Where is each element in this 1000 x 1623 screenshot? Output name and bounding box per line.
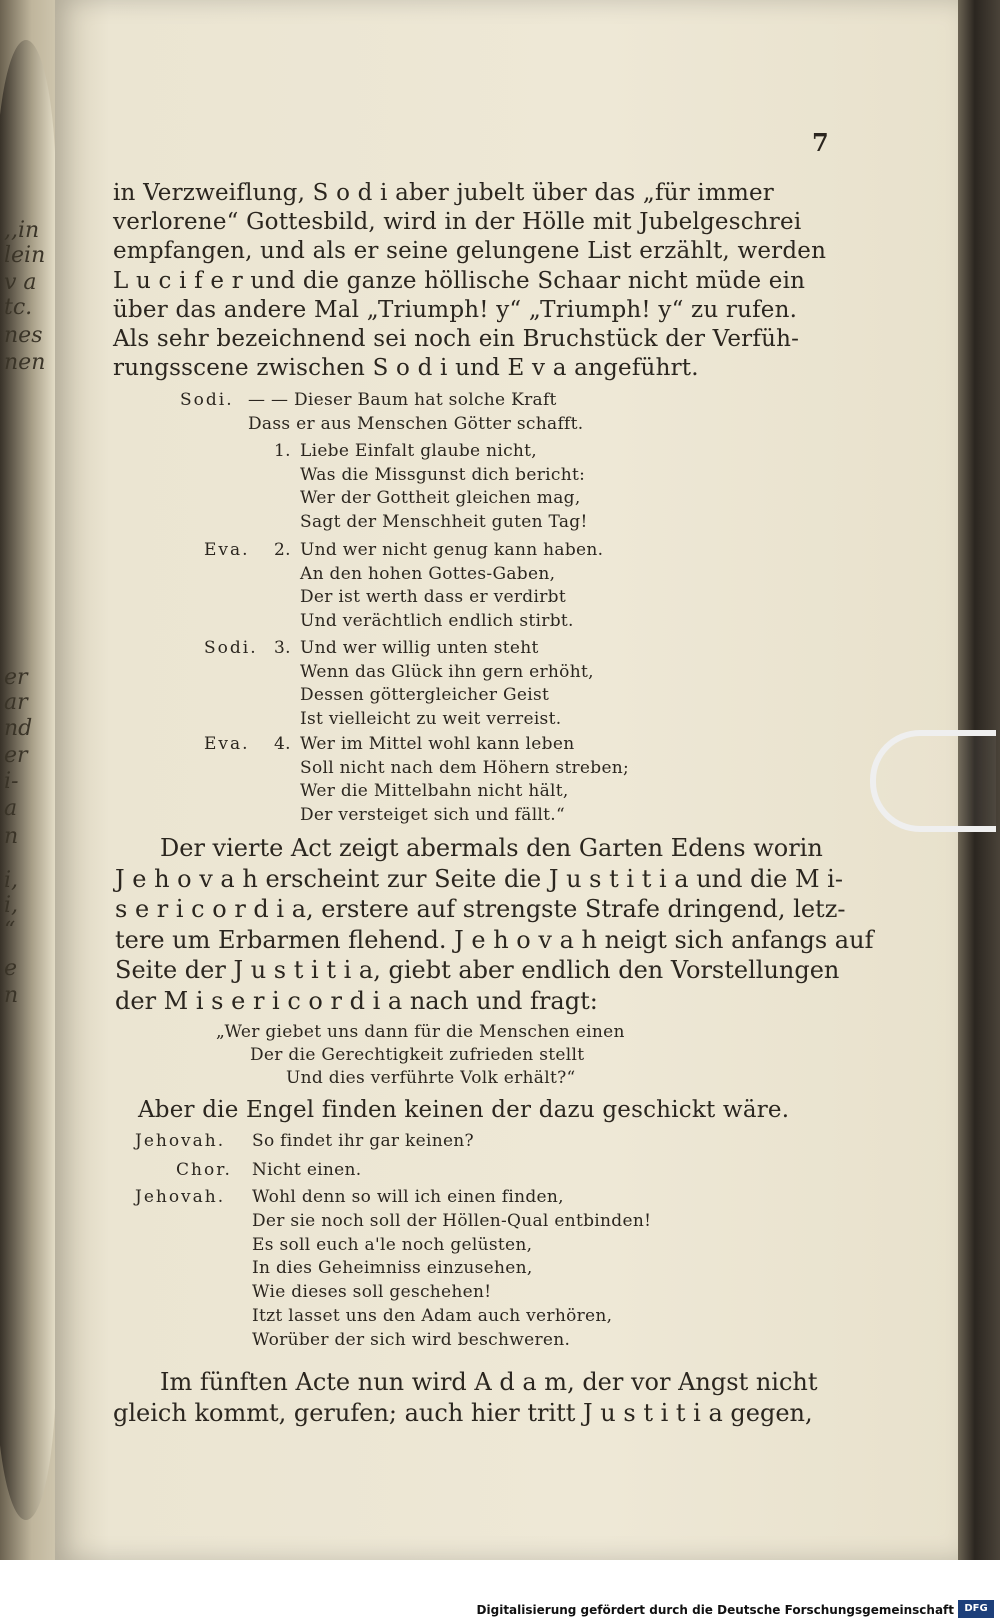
- facing-page-fragment: i,: [4, 868, 19, 893]
- paragraph-line: s e r i c o r d i a, erstere auf strengste Strafe dringend, letz-: [115, 895, 846, 923]
- verse-line: Und wer willig unten steht: [300, 638, 539, 658]
- quote-line: Und dies verführte Volk erhält?“: [286, 1068, 576, 1088]
- verse-line: Der sie noch soll der Höllen-Qual entbinden!: [252, 1210, 652, 1231]
- verse-line: Itzt lasset uns den Adam auch verhören,: [252, 1306, 613, 1326]
- verse-line: Liebe Einfalt glaube nicht,: [300, 441, 537, 461]
- verse-line: Es soll euch a'le noch gelüsten,: [252, 1234, 533, 1255]
- paragraph-line: rungsscene zwischen S o d i und E v a angeführt.: [113, 355, 699, 382]
- verse-line: Sagt der Menschheit guten Tag!: [300, 511, 588, 532]
- verse-line: Wie dieses soll geschehen!: [252, 1282, 492, 1303]
- speaker-label: Eva.: [204, 540, 250, 560]
- paragraph-line: tere um Erbarmen flehend. J e h o v a h neigt sich anfangs auf: [115, 925, 874, 954]
- paragraph-line: Im fünften Acte nun wird A d a m, der vor Angst nicht: [160, 1368, 818, 1396]
- verse-line: Und wer nicht genug kann haben.: [300, 540, 604, 560]
- verse-line: Ist vielleicht zu weit verreist.: [300, 708, 562, 729]
- facing-page-fragment: a: [4, 796, 18, 821]
- verse-line: Nicht einen.: [252, 1160, 362, 1180]
- paragraph-line: der M i s e r i c o r d i a nach und fragt:: [115, 986, 598, 1015]
- paragraph-line: empfangen, und als er seine gelungene List erzählt, werden: [113, 238, 827, 265]
- paragraph-line: über das andere Mal „Triumph! y“ „Triumph! y“ zu rufen.: [113, 296, 798, 323]
- verse-line: Wer die Mittelbahn nicht hält,: [300, 781, 569, 801]
- facing-page-fragment: ,,in: [4, 218, 40, 243]
- paragraph-line: Als sehr bezeichnend sei noch ein Bruchstück der Verfüh-: [113, 326, 800, 352]
- stanza-number: 3.: [274, 638, 291, 658]
- verse-line: Wenn das Glück ihn gern erhöht,: [300, 661, 594, 682]
- paragraph-line: L u c i f e r und die ganze höllische Schaar nicht müde ein: [113, 267, 806, 294]
- facing-page-fragment: nd: [4, 716, 33, 741]
- paragraph-line: J e h o v a h erscheint zur Seite die J u s t i t i a und die M i-: [115, 864, 843, 893]
- verse-line: Wer der Gottheit gleichen mag,: [300, 488, 581, 508]
- paragraph-line: Aber die Engel finden keinen der dazu geschickt wäre.: [138, 1097, 790, 1123]
- speaker-label: Jehovah.: [135, 1187, 226, 1207]
- verse-line: So findet ihr gar keinen?: [252, 1131, 474, 1151]
- verse-line: Wer im Mittel wohl kann leben: [300, 734, 575, 754]
- paragraph-line: Der vierte Act zeigt abermals den Garten Edens worin: [160, 834, 823, 862]
- facing-page-fragment: nen: [4, 350, 46, 375]
- verse-line: Und verächtlich endlich stirbt.: [300, 610, 574, 631]
- facing-page-fragment: i-: [4, 769, 19, 794]
- facing-page-fragment: v a: [4, 270, 37, 295]
- verse-line: Worüber der sich wird beschweren.: [252, 1329, 571, 1350]
- facing-page-fragment: nes: [4, 323, 43, 348]
- verse-line: In dies Geheimniss einzusehen,: [252, 1258, 533, 1279]
- facing-page-fragment: er: [4, 743, 28, 768]
- facing-page-fragment: ar: [4, 690, 28, 715]
- facing-page-fragment: “: [4, 918, 16, 943]
- verse-line: Der ist werth dass er verdirbt: [300, 587, 566, 607]
- facing-page-fragment: n: [4, 983, 19, 1008]
- speaker-label: Sodi.: [180, 390, 234, 410]
- facing-page-fragment: er: [4, 665, 28, 690]
- paragraph-line: verlorene“ Gottesbild, wird in der Hölle mit Jubelgeschrei: [113, 209, 802, 236]
- paragraph-line: in Verzweiflung, S o d i aber jubelt über das „für immer: [113, 180, 774, 206]
- paragraph-line: gleich kommt, gerufen; auch hier tritt J u s t i t i a gegen,: [113, 1399, 813, 1427]
- facing-page-fragment: lein: [4, 243, 46, 268]
- verse-line: Der versteiget sich und fällt.“: [300, 804, 565, 825]
- paragraph-line: Seite der J u s t i t i a, giebt aber endlich den Vorstellungen: [115, 956, 840, 984]
- stanza-number: 2.: [274, 540, 291, 560]
- quote-line: „Wer giebet uns dann für die Menschen einen: [216, 1022, 625, 1042]
- verse-line: Was die Missgunst dich bericht:: [300, 464, 586, 485]
- quote-line: Der die Gerechtigkeit zufrieden stellt: [250, 1045, 585, 1065]
- facing-page-fragment: tc.: [4, 295, 33, 320]
- dfg-logo: DFG: [958, 1600, 994, 1618]
- page-clip: [870, 730, 996, 832]
- verse-line: — — Dieser Baum hat solche Kraft: [248, 390, 557, 410]
- facing-page-fragment: e: [4, 956, 18, 981]
- page-number: 7: [812, 128, 829, 157]
- speaker-label: Chor.: [176, 1160, 232, 1180]
- digitization-credit: Digitalisierung gefördert durch die Deutsche Forschungsgemeinschaft: [476, 1603, 954, 1617]
- speaker-label: Jehovah.: [135, 1131, 226, 1151]
- verse-line: Soll nicht nach dem Höhern streben;: [300, 757, 630, 778]
- facing-page-fragment: n: [4, 824, 19, 849]
- speaker-label: Sodi.: [204, 638, 258, 658]
- verse-line: An den hohen Gottes-Gaben,: [300, 563, 556, 584]
- stanza-number: 4.: [274, 734, 291, 754]
- verse-line: Dass er aus Menschen Götter schafft.: [248, 414, 584, 434]
- facing-page-fragment: i,: [4, 893, 19, 918]
- verse-line: Dessen göttergleicher Geist: [300, 685, 550, 705]
- stanza-number: 1.: [274, 441, 291, 461]
- speaker-label: Eva.: [204, 734, 250, 754]
- verse-line: Wohl denn so will ich einen finden,: [252, 1187, 564, 1207]
